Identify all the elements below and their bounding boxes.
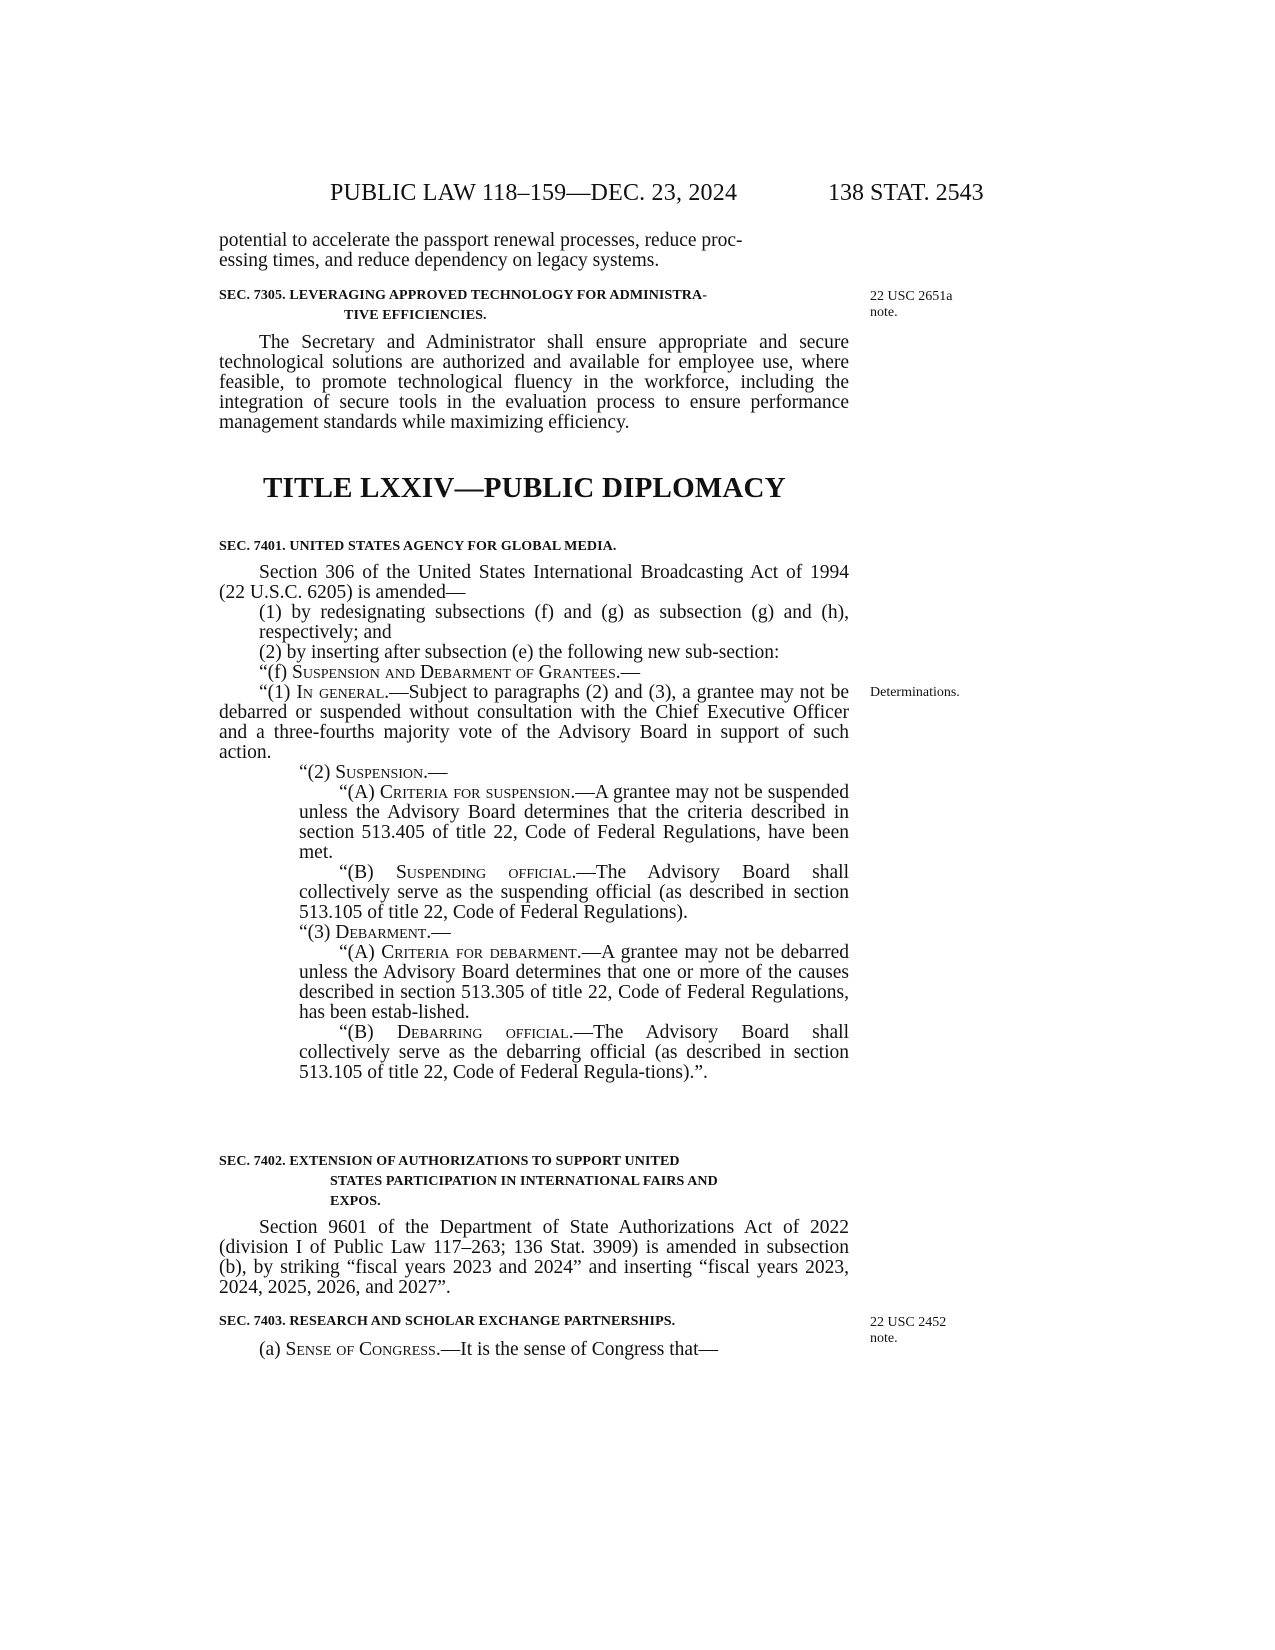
sec-7401-item-1 [219, 603, 849, 643]
paragraph-3-caption: Debarment [335, 922, 427, 943]
sec-7403-heading: SEC. 7403. RESEARCH AND SCHOLAR EXCHANGE PARTNERSHIPS. [219, 1314, 676, 1329]
sec-7401-item-2 [219, 643, 849, 663]
determinations-margin-note: Determinations. [870, 685, 960, 700]
paragraph-1-caption: In general [296, 682, 385, 703]
paragraph-3-close: .— [426, 922, 451, 943]
paragraph-2b-text: .—The Advisory Board shall collectively serve as the suspending official (as described in section 513.105 of title 22, Code of Federal Regulations). [299, 862, 849, 923]
running-header-left: PUBLIC LAW 118–159—DEC. 23, 2024 [330, 180, 738, 206]
sec-7401-paragraph-1: Section 306 of the United States International Broadcasting Act of 1994 (22 U.S.C. 6205) is amended— [219, 562, 849, 603]
paragraph-3-heading [219, 923, 849, 943]
subsection-a-text: .—It is the sense of Congress that— [435, 1339, 718, 1360]
sec-7401-item-1-text: (1) by redesignating subsections (f) and (g) as subsection (g) and (h), respectively; and [259, 602, 849, 643]
sec-7403-note-citation: 22 USC 2452 [870, 1315, 947, 1330]
sec-7401-body [219, 563, 849, 1083]
paragraph-2b [219, 863, 849, 923]
subsection-a-open: (a) [259, 1339, 286, 1360]
sec-7402-heading [219, 1152, 849, 1212]
sec-7403-subsection-a [219, 1340, 849, 1360]
sec-7305-heading-line-2: TIVE EFFICIENCIES. [344, 308, 487, 323]
paragraph-3a-text: .—A grantee may not be debarred unless the Advisory Board determines that one or more of the causes described in section 513.305 of title 22, Code of Federal Regulations, has been estab-lished. [299, 942, 849, 1023]
sec-7402-heading-line-3: EXPOS. [330, 1194, 381, 1209]
sec-7305-note-citation: 22 USC 2651a [870, 289, 953, 304]
paragraph-1-open: “(1) [259, 682, 297, 703]
paragraph-2a-caption: Criteria for suspension [379, 782, 571, 803]
subsection-a-caption: Sense of Congress [285, 1339, 436, 1360]
sec-7305-heading-line-1: SEC. 7305. LEVERAGING APPROVED TECHNOLOGY FOR ADMINISTRA- [219, 288, 707, 303]
paragraph-1-text: .—Subject to paragraphs (2) and (3), a grantee may not be debarred or suspended without consultation with the Chief Executive Officer and a three-fourths majority vote of the Advisory Board in support of such action. [219, 682, 849, 763]
title-heading: TITLE LXXIV—PUBLIC DIPLOMACY [263, 472, 786, 504]
paragraph-2-open: “(2) [299, 762, 336, 783]
paragraph-3b-open: “(B) [339, 1022, 397, 1043]
intro-line-2: essing times, and reduce dependency on legacy systems. [219, 250, 660, 271]
paragraph-1-in-general [179, 683, 849, 763]
sec-7305-note-label: note. [870, 305, 898, 320]
paragraph-2a-text: .—A grantee may not be suspended unless the Advisory Board determines that the criteria described in section 513.405 of title 22, Code of Federal Regulations, have been met. [299, 782, 850, 863]
sec-7402-body: Section 9601 of the Department of State Authorizations Act of 2022 (division I of Public Law 117–263; 136 Stat. 3909) is amended in subsection (b), by striking “fiscal years 2023 and 2024” and inserting “fiscal years 2023, 2024, 2025, 2026, and 2027”. [219, 1217, 849, 1298]
paragraph-3b-caption: Debarring official [396, 1022, 569, 1043]
subsection-f-open: “(f) [259, 662, 293, 683]
paragraph-2-heading [219, 763, 849, 783]
paragraph-3a [219, 943, 849, 1023]
sec-7305-body: The Secretary and Administrator shall ensure appropriate and secure technological solutions are authorized and available for employee use, where feasible, to promote technological fluency in the workforce, including the integration of secure tools in the evaluation process to ensure performance management standards while maximizing efficiency. [219, 332, 849, 433]
paragraph-2a-open: “(A) [339, 782, 380, 803]
paragraph-2b-caption: Suspending official [395, 862, 572, 883]
sec-7402-heading-line-2: STATES PARTICIPATION IN INTERNATIONAL FAIRS AND [330, 1174, 718, 1189]
intro-paragraph [219, 231, 849, 271]
sec-7401-item-2-text: (2) by inserting after subsection (e) the following new sub-section: [259, 642, 780, 663]
running-header-page-number: 138 STAT. 2543 [828, 180, 984, 206]
paragraph-3b-text: .—The Advisory Board shall collectively serve as the debarring official (as described in section 513.105 of title 22, Code of Federal Regula-tions).”. [299, 1022, 850, 1083]
paragraph-2b-open: “(B) [339, 862, 396, 883]
paragraph-2-close: .— [423, 762, 448, 783]
sec-7403-margin-note [870, 1315, 990, 1347]
subsection-f-close: .— [615, 662, 641, 683]
paragraph-3a-caption: Criteria for debarment [381, 942, 577, 963]
subsection-f-caption: Suspension and Debarment of Grantees [292, 662, 616, 683]
paragraph-3-open: “(3) [299, 922, 336, 943]
paragraph-2a [219, 783, 849, 863]
sec-7401-heading: SEC. 7401. UNITED STATES AGENCY FOR GLOBAL MEDIA. [219, 539, 617, 554]
sec-7402-heading-line-1: SEC. 7402. EXTENSION OF AUTHORIZATIONS TO SUPPORT UNITED [219, 1154, 680, 1169]
sec-7305-margin-note [870, 289, 990, 321]
sec-7403-note-label: note. [870, 1331, 898, 1346]
intro-line-1: potential to accelerate the passport renewal processes, reduce proc- [219, 230, 743, 251]
paragraph-3b [219, 1023, 849, 1083]
paragraph-3a-open: “(A) [339, 942, 382, 963]
subsection-f-heading [219, 663, 849, 683]
sec-7305-heading [219, 286, 849, 326]
paragraph-2-caption: Suspension [335, 762, 424, 783]
